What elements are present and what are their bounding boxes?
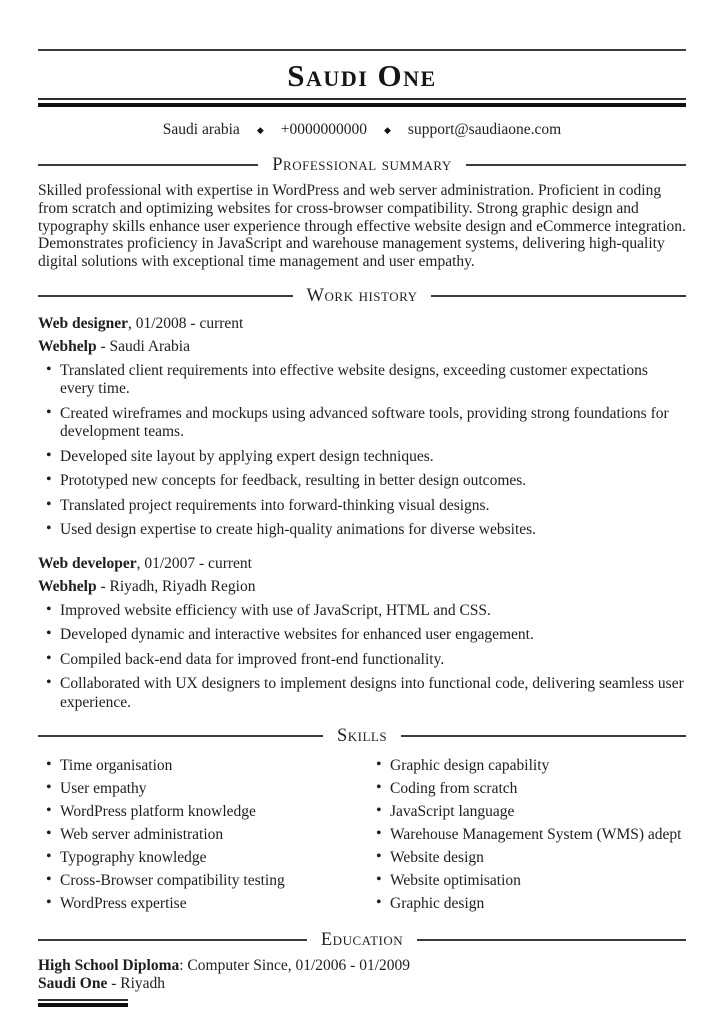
heading-rule-left (38, 164, 258, 166)
education-school-location: - Riyadh (107, 974, 166, 992)
skills-grid (38, 750, 686, 913)
job-title: Web developer (38, 554, 137, 572)
job-bullet-list (38, 362, 686, 540)
skills-section-heading (38, 725, 686, 747)
job-title-line (38, 314, 686, 333)
skill-item: • Graphic design (368, 895, 686, 913)
job-entry (38, 554, 686, 713)
skill-item: • Time organisation (38, 757, 356, 775)
header-top-rule (38, 49, 686, 51)
summary-heading-label: Professional summary (272, 155, 452, 175)
education-heading-label: Education (320, 930, 404, 951)
job-bullet: • Developed site layout by applying expert design techniques. (38, 448, 686, 467)
skill-item: • Warehouse Management System (WMS) adept (368, 826, 686, 844)
skills-column-right (368, 752, 686, 913)
page-title: Saudi One (287, 58, 437, 93)
skill-item: • Typography knowledge (38, 849, 356, 867)
page-bottom-rule-thin (38, 999, 128, 1001)
job-title: Web designer (38, 314, 128, 332)
skill-item: • Website design (368, 849, 686, 867)
job-bullet: • Used design expertise to create high-quality animations for diverse websites. (38, 521, 686, 540)
diamond-separator-icon: ◆ (256, 125, 264, 135)
education-school-line (38, 975, 686, 993)
job-bullet: • Created wireframes and mockups using advanced software tools, providing strong foundations for development teams. (38, 405, 686, 442)
education-degree: High School Diploma (38, 957, 180, 975)
job-bullet: • Translated client requirements into effective website designs, exceeding customer expectations every time. (38, 362, 686, 399)
heading-rule-right (466, 164, 686, 166)
job-dates: , 01/2007 - current (136, 554, 252, 572)
job-company: Webhelp (38, 577, 97, 595)
contact-location: Saudi arabia (162, 121, 240, 138)
education-section-heading (38, 929, 686, 951)
job-location: - Riyadh, Riyadh Region (96, 577, 256, 595)
job-dates: , 01/2008 - current (128, 314, 244, 332)
job-company-line (38, 577, 686, 596)
heading-rule-right (417, 939, 686, 941)
skill-item: • Coding from scratch (368, 780, 686, 798)
job-title-line (38, 554, 686, 573)
heading-rule-left (38, 939, 307, 941)
job-bullet: • Improved website efficiency with use of JavaScript, HTML and CSS. (38, 602, 686, 621)
education-degree-detail: : Computer Since, 01/2006 - 01/2009 (179, 957, 411, 975)
summary-section-heading (38, 154, 686, 176)
job-bullet: • Compiled back-end data for improved front-end functionality. (38, 651, 686, 670)
work-history-heading-label: Work history (306, 285, 418, 306)
skill-item: • Graphic design capability (368, 757, 686, 775)
skills-heading-label: Skills (336, 726, 388, 747)
job-location: - Saudi Arabia (96, 337, 190, 355)
job-entry (38, 314, 686, 540)
heading-rule-right (431, 295, 686, 297)
contact-phone: +0000000000 (280, 121, 367, 138)
skill-item: • User empathy (38, 780, 356, 798)
heading-rule-right (401, 735, 686, 737)
job-company-line (38, 337, 686, 356)
job-bullet: • Translated project requirements into forward-thinking visual designs. (38, 497, 686, 516)
job-bullet: • Prototyped new concepts for feedback, resulting in better design outcomes. (38, 472, 686, 491)
education-degree-line (38, 957, 686, 975)
contact-email: support@saudiaone.com (407, 121, 562, 138)
skills-column-left (38, 752, 356, 913)
education-school: Saudi One (38, 974, 108, 992)
heading-rule-left (38, 295, 293, 297)
diamond-separator-icon: ◆ (383, 125, 391, 135)
job-company: Webhelp (38, 337, 97, 355)
skill-item: • WordPress platform knowledge (38, 803, 356, 821)
skill-item: • Web server administration (38, 826, 356, 844)
job-bullet: • Collaborated with UX designers to implement designs into functional code, delivering seamless user experience. (38, 675, 686, 712)
summary-paragraph: Skilled professional with expertise in WordPress and web server administration. Proficient in coding from scratch and optimizing websites for cross-browser compatibility. Strong graphic design and typography skills enhance user experience through effective website design and eCommerce integration. Demonstrates proficiency in JavaScript and warehouse management systems, delivering high-quality digital solutions with exceptional time management and user empathy. (38, 182, 686, 271)
header-double-rule-thin (38, 98, 686, 100)
skill-item: • Website optimisation (368, 872, 686, 890)
page-bottom-rule (38, 999, 128, 1007)
skill-item: • JavaScript language (368, 803, 686, 821)
header-double-rule (38, 98, 686, 107)
job-bullet: • Developed dynamic and interactive websites for enhanced user engagement. (38, 626, 686, 645)
job-bullet-list (38, 602, 686, 713)
work-history-section-heading (38, 285, 686, 307)
header-double-rule-thick (38, 103, 686, 107)
page-bottom-rule-thick (38, 1003, 128, 1007)
skill-item: • WordPress expertise (38, 895, 356, 913)
contact-row (38, 120, 686, 140)
heading-rule-left (38, 735, 323, 737)
skill-item: • Cross-Browser compatibility testing (38, 872, 356, 890)
